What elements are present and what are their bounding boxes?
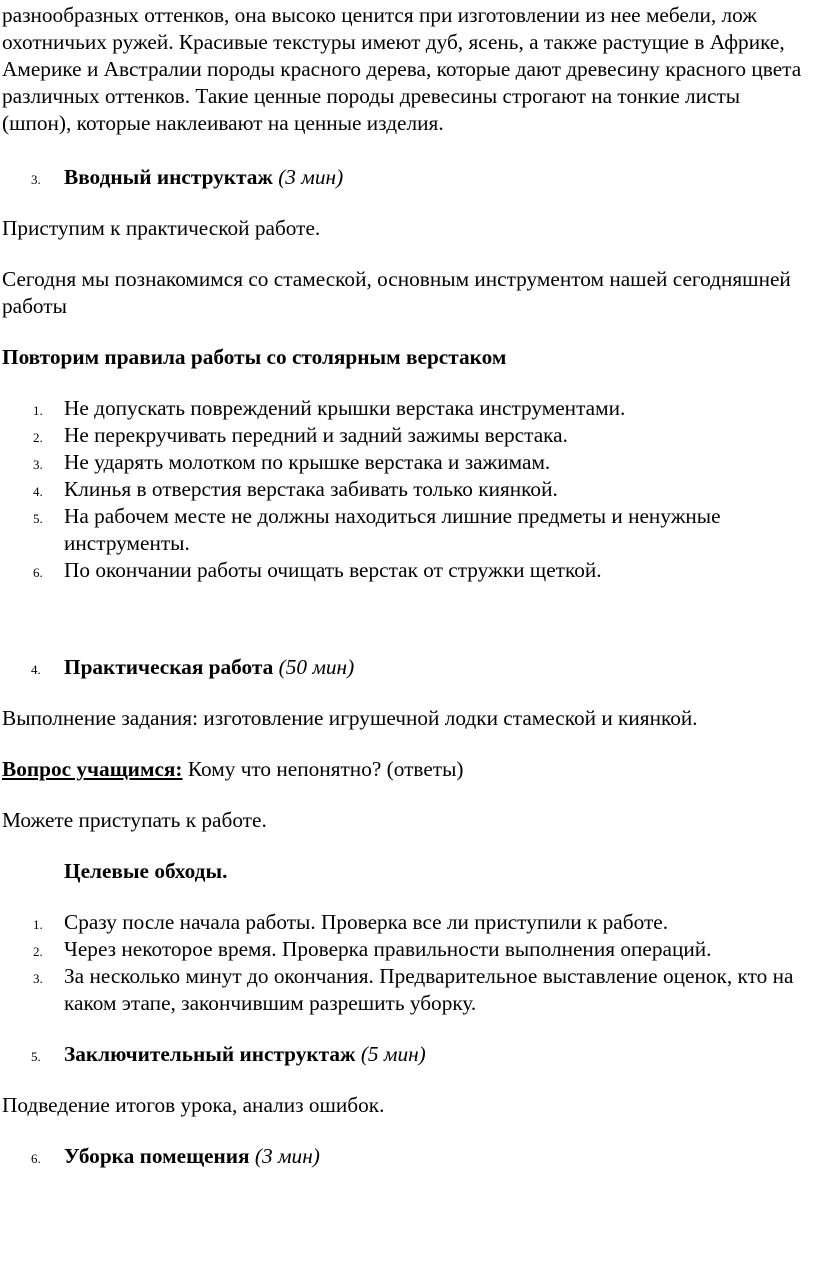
list-item-number: 1.: [33, 403, 43, 418]
question-text: Кому что непонятно? (ответы): [182, 757, 464, 781]
list-item-number: 2.: [33, 944, 43, 959]
list-item-text: Не перекручивать передний и задний зажимы верстака.: [64, 423, 568, 447]
list-item: [2, 449, 812, 476]
list-item-number: 1.: [33, 917, 43, 932]
section-5-title: Заключительный инструктаж: [64, 1042, 356, 1066]
list-item: [2, 936, 812, 963]
rules-list: [2, 395, 812, 584]
list-item: [2, 909, 812, 936]
list-item-number: 3.: [33, 457, 43, 472]
list-item-text: Не ударять молотком по крышке верстака и зажимам.: [64, 450, 551, 474]
list-item: [2, 963, 812, 1017]
list-item-text: Сразу после начала работы. Проверка все ли приступили к работе.: [64, 910, 669, 934]
section-4-time: (50 мин): [278, 655, 355, 679]
section-3-time: (3 мин): [278, 165, 344, 189]
section-3-title: Вводный инструктаж: [64, 165, 273, 189]
section-6-title: Уборка помещения: [64, 1144, 250, 1168]
section-4-number: 4.: [31, 662, 41, 677]
intro-paragraph: разнообразных оттенков, она высоко ценится при изготовлении из нее мебели, лож охотничьих ружей. Красивые текстуры имеют дуб, ясень, а также растущие в Африке, Америке и Австралии породы красного дерева, которые дают древесину красного цвета различных оттенков. Такие ценные породы древесины строгают на тонкие листы (шпон), которые наклеивают на ценные изделия.: [2, 3, 802, 135]
paragraph-summary: Подведение итогов урока, анализ ошибок.: [2, 1093, 385, 1117]
section-5-heading: [2, 1041, 812, 1068]
list-item: [2, 557, 812, 584]
rounds-list: [2, 909, 812, 1017]
list-item-text: По окончании работы очищать верстак от стружки щеткой.: [64, 558, 602, 582]
section-5-number: 5.: [31, 1049, 41, 1064]
document-page: [2, 0, 812, 1170]
list-item: [2, 476, 812, 503]
list-item-number: 6.: [33, 565, 43, 580]
section-6-number: 6.: [31, 1151, 41, 1166]
list-item-text: На рабочем месте не должны находиться лишние предметы и ненужные инструменты.: [64, 504, 721, 555]
list-item-number: 2.: [33, 430, 43, 445]
question-label: Вопрос учащимся:: [2, 757, 183, 781]
section-5-time: (5 мин): [360, 1042, 426, 1066]
paragraph-start-practice: Приступим к практической работе.: [2, 216, 321, 240]
section-4-title: Практическая работа: [64, 655, 274, 679]
section-3-heading: [2, 164, 812, 191]
list-item-number: 4.: [33, 484, 43, 499]
list-item-text: Через некоторое время. Проверка правильности выполнения операций.: [64, 937, 712, 961]
section-3-number: 3.: [31, 172, 41, 187]
question-paragraph: [2, 756, 812, 783]
list-item: [2, 503, 812, 557]
list-item: [2, 422, 812, 449]
rounds-heading: Целевые обходы.: [64, 859, 228, 883]
list-item-text: За несколько минут до окончания. Предварительное выставление оценок, кто на каком этапе, закончившим разрешить уборку.: [64, 964, 794, 1015]
section-6-heading: [2, 1143, 812, 1170]
paragraph-task: Выполнение задания: изготовление игрушечной лодки стамеской и киянкой.: [2, 706, 698, 730]
section-4-heading: [2, 654, 812, 681]
list-item-number: 5.: [33, 511, 43, 526]
list-item-text: Не допускать повреждений крышки верстака инструментами.: [64, 396, 626, 420]
paragraph-begin-work: Можете приступать к работе.: [2, 808, 267, 832]
paragraph-chisel-intro: Сегодня мы познакомимся со стамеской, основным инструментом нашей сегодняшней работы: [2, 267, 791, 318]
section-6-time: (3 мин): [254, 1144, 320, 1168]
list-item-text: Клинья в отверстия верстака забивать только киянкой.: [64, 477, 558, 501]
list-item-number: 3.: [33, 971, 43, 986]
list-item: [2, 395, 812, 422]
rules-heading: Повторим правила работы со столярным верстаком: [2, 345, 507, 369]
